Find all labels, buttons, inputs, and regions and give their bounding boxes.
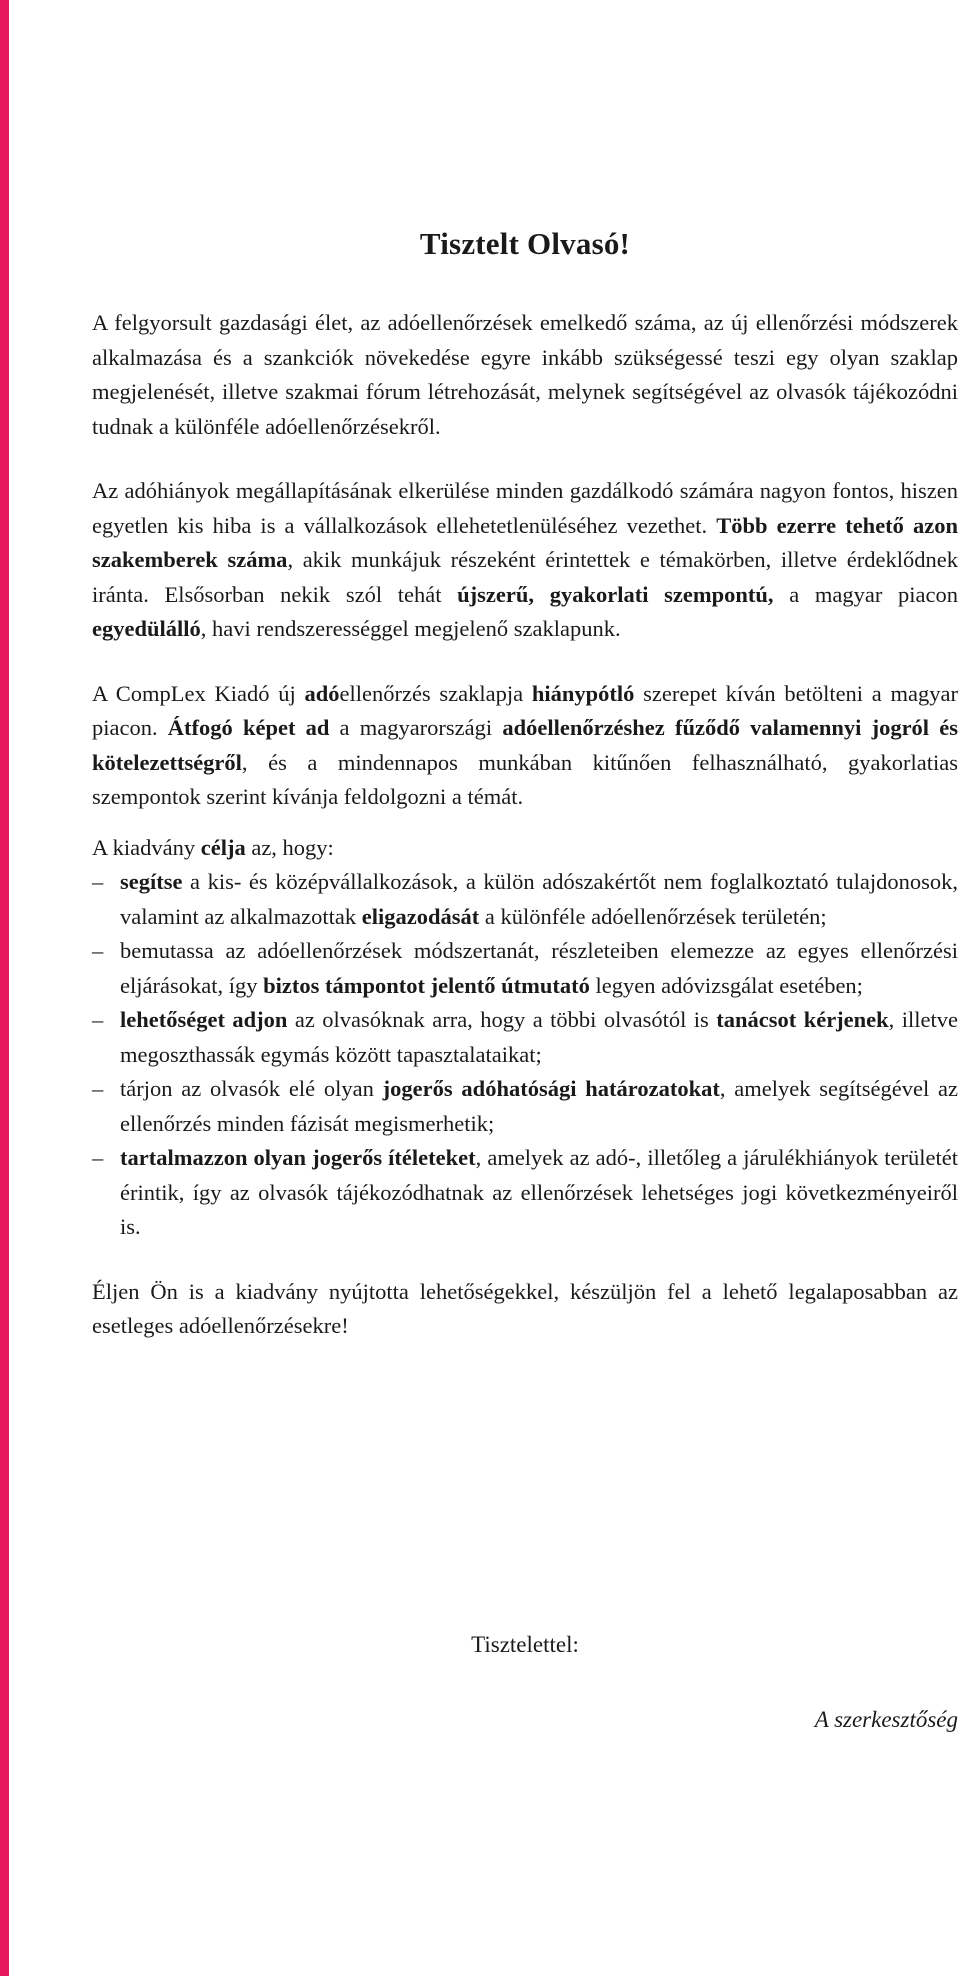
emphasis: segítse: [120, 869, 183, 894]
list-item: [92, 865, 958, 934]
text-run: a magyar piacon: [773, 581, 958, 607]
emphasis: eligazodását: [361, 903, 480, 929]
paragraph-closing: Éljen Ön is a kiadvány nyújtotta lehetőségekkel, készüljön fel a lehető legalaposabban az esetleges adóellenőrzésekre!: [92, 1278, 958, 1338]
letter-body: [92, 306, 958, 1374]
aims-list: [92, 865, 958, 1245]
emphasis: tartalmazzon olyan jogerős ítéleteket: [120, 1145, 476, 1170]
dash-bullet: –: [92, 1145, 104, 1170]
list-item: [92, 1141, 958, 1245]
text-run: , akik munkájuk részeként érintettek e témakörben, illetve érdeklődnek iránta. Elsősorban nekik szól tehát: [92, 547, 958, 607]
dash-bullet: –: [92, 869, 104, 894]
text-run: legyen adóvizsgálat esetében;: [589, 972, 863, 998]
aims-intro: [92, 831, 958, 866]
text-run: , havi rendszerességgel megjelenő szaklapunk.: [200, 616, 621, 641]
text-run: az olvasóknak arra, hogy a többi olvasótól is: [287, 1007, 717, 1032]
text-run: a magyarországi: [329, 715, 503, 740]
text-run: szerepet kíván betölteni a magyar piacon.: [92, 680, 959, 740]
text-run: a különféle adóellenőrzések területén;: [479, 903, 827, 929]
emphasis: hiánypótló: [531, 680, 635, 706]
emphasis: tanácsot kérjenek: [716, 1007, 889, 1032]
text-run: tárjon az olvasók elé olyan: [120, 1076, 383, 1101]
emphasis: adóellenőrzéshez fűződő valamennyi jogról és kötelezettségről: [92, 715, 958, 775]
text-run: A CompLex Kiadó új: [92, 680, 305, 706]
text-run: Az adóhiányok megállapításának elkerülése minden gazdálkodó számára nagyon fontos, hiszen egyetlen kis hiba is a vállalkozások ellehetetlenüléséhez vezethet.: [92, 478, 958, 538]
dash-bullet: –: [92, 1076, 104, 1101]
page-title: Tisztelt Olvasó!: [419, 226, 631, 261]
list-item: [92, 934, 958, 1003]
greeting: Tisztelettel:: [471, 1632, 579, 1657]
emphasis: adó: [304, 680, 340, 706]
accent-bar: [0, 0, 9, 1976]
emphasis: Átfogó képet ad: [167, 715, 330, 740]
paragraph-intro: A felgyorsult gazdasági élet, az adóellenőrzések emelkedő száma, az új ellenőrzési módszerek alkalmazása és a szankciók növekedése egyre inkább szükségessé teszi egy olyan szaklap megjelenését, illetve szakmai fórum létrehozását, melynek segítségével az olvasók tájékozódni tudnak a különféle adóellenőrzésekről.: [92, 310, 958, 439]
signature: A szerkesztőség: [814, 1707, 958, 1732]
text-run: bemutassa az adóellenőrzések módszertanát, részleteiben elemezze az egyes ellenőrzési eljárásokat, így: [120, 938, 958, 998]
emphasis: biztos támpontot jelentő útmutató: [263, 972, 590, 998]
text-run: a kis- és középvállalkozások, a külön adószakértőt nem foglalkoztató tulajdonosok, valamint az alkalmazottak: [120, 869, 958, 929]
paragraph-importance: [92, 474, 958, 647]
text-run: , amelyek az adó-, illetőleg a járulékhiányok területét érintik, így az olvasók tájékozódhatnak az ellenőrzések lehetséges jogi következményeiről is.: [120, 1145, 958, 1239]
text-run: A kiadvány: [92, 834, 201, 860]
dash-bullet: –: [92, 938, 104, 963]
list-item: [92, 1003, 958, 1072]
emphasis: lehetőséget adjon: [120, 1007, 288, 1032]
text-run: ellenőrzés szaklapja: [339, 680, 532, 706]
emphasis: újszerű, gyakorlati szempontú,: [457, 581, 774, 607]
emphasis: egyedülálló: [92, 616, 201, 641]
emphasis: Több ezerre tehető azon szakemberek száma: [92, 512, 958, 572]
emphasis: jogerős adóhatósági határozatokat: [382, 1076, 720, 1101]
text-run: , amelyek segítségével az ellenőrzés minden fázisát megismerhetik;: [120, 1076, 958, 1136]
text-run: , és a mindennapos munkában kitűnően felhasználható, gyakorlatias szempontok szerint kívánja feldolgozni a témát.: [92, 749, 958, 809]
text-run: , illetve megoszthassák egymás között tapasztalataikat;: [120, 1007, 958, 1067]
dash-bullet: –: [92, 1007, 104, 1032]
paragraph-publisher: [92, 677, 958, 815]
list-item: [92, 1072, 958, 1141]
emphasis: célja: [200, 834, 246, 860]
text-run: az, hogy:: [245, 834, 334, 860]
